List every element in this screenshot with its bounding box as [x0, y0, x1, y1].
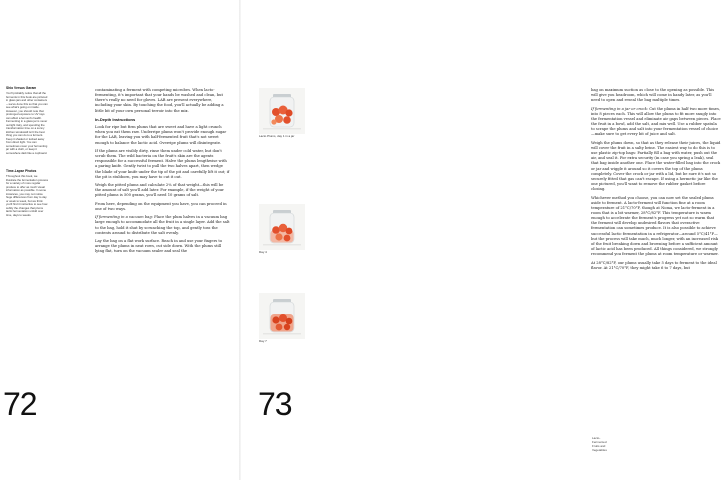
- section-heading: In-Depth Instructions: [95, 116, 136, 122]
- body-paragraph: Look for ripe but firm plums that are sweet and have a light crunch when you eat them raw. Underripe plums won't provide enough sugar for the LAB, leaving you with half-fermented fruit that's not sweet enough to balance the lactic acid. Overripe plums will disintegrate.: [95, 125, 227, 145]
- body-paragraph: From here, depending on the equipment you have, you can proceed in one of two ways.: [95, 201, 227, 211]
- sidebar-heading: Shio Versus Garam: [6, 86, 37, 90]
- body-paragraph: At 28°C/82°F, our plums usually take 5 days to ferment to the ideal flavor. At 21°C/70°F, they might take 6 to 7 days, but: [591, 260, 717, 270]
- gutter: [239, 0, 241, 480]
- body-paragraph: Lay the bag on a flat work surface. Reach in and use your fingers to arrange the plums in neat rows, cut side down. With the plums still lying flat, turn on the vacuum sealer and seal the: [95, 239, 223, 254]
- method-lead: If fermenting in a jar or crock:: [591, 106, 649, 111]
- page-number: 72: [3, 386, 37, 422]
- body-paragraph: [591, 107, 721, 138]
- sidebar-notes: [6, 86, 48, 231]
- running-footer: Lacto-Fermented Fruits and Vegetables: [592, 436, 607, 452]
- photo-caption: Lacto Plums, day 1 in a jar: [259, 134, 295, 138]
- body-paragraph: Whichever method you choose, you can now set the sealed plums aside to ferment. A lacto-ferment will function fine at a room temperature of 21°C/70°F, though at Noma, we lacto-ferment in a room that is a bit warmer, 28°C/82°F. This temperature is warm enough to accelerate the ferment's progress yet not so warm that the ferment will develop undesired flavors that overactive fermentation can sometimes produce. It is also possible to achieve successful lactic fermentation in a refrigerator—around 5°C/41°F—but the process will take much, much longer, with an increased risk of the fruit breaking down and browning before a sufficient amount of lactic acid has been produced. All things considered, we strongly recommend you ferment the plums at room temperature or warmer.: [591, 195, 719, 257]
- body-paragraph: bag on maximum suction as close to the opening as possible. This will give you headroom, which will come in handy later, as you'll need to open and reseal the bag multiple times.: [591, 88, 715, 103]
- body-paragraph: Weigh the pitted plums and calculate 2% of that weight—this will be the amount of salt you'll add later. For example, if the weight of your pitted plums is 500 grams, you'll need 10 grams of salt.: [95, 183, 224, 198]
- photo-caption: Day 7: [259, 339, 267, 343]
- method-lead: If fermenting in a vacuum bag:: [95, 215, 153, 220]
- jar-image: [259, 204, 305, 250]
- left-text-column: [95, 88, 230, 258]
- sidebar-text: You'll probably notice that all the ferments in this book are pictured in glass jars and other containers—we've done this so that you can see what's going on inside. However, you should note that prolonged exposure to UV rays can affect a ferment's health. Fermenting in a glass jar is never outright risky, and spending the transformation time on a sunny kitchen windowsill isn't the best thing you can do to a ferment. Keep it shaded or tucked away from direct light. You can sometimes cover your fermenting jar with a cloth, or keep it somewhere dark like a cupboard.: [6, 91, 48, 155]
- sidebar-heading: Time-Lapse Photos: [6, 169, 37, 173]
- plum-jar-photo-day-1: [259, 88, 305, 134]
- jar-image: [259, 293, 305, 339]
- body-paragraph: [95, 215, 230, 236]
- method-text: Cut the plums in half two more times, into 8 pieces each. This will allow the plums to fit more snugly into the fermentation vessel and eliminate air gaps between pieces. Place the fruit in a bowl, add the salt, and mix well. Use a rubber spatula to scrape the plums and salt into your fermentation vessel of choice—make sure to get every bit of juice and salt.: [591, 106, 721, 137]
- photo-caption: Day 4: [259, 250, 267, 254]
- page-number: 73: [258, 386, 292, 422]
- jar-image: [259, 88, 305, 134]
- plum-jar-photo-day-7: [259, 293, 305, 339]
- plum-jar-photo-day-4: [259, 204, 305, 250]
- left-page: [0, 0, 238, 480]
- body-paragraph: contaminating a ferment with competing microbes. When lacto-fermenting, it's important that your hands be washed and clean, but there's really no need for gloves. LAB are present everywhere, including your skin. By touching the food, you'll actually be adding a little bit of your own personal terroir into the mix.: [95, 88, 224, 113]
- sidebar-block: [6, 169, 48, 217]
- body-paragraph: Weigh the plums down, so that as they release their juices, the liquid will cover the fruit in a salty brine. The easiest way to do this is to use plastic zip-top bags: Partially fill a bag with water, push out the air, and seal it. For extra security (in case you spring a leak), seal that bag inside another one. Place the water-filled bag into the crock or jar and wiggle it around so it covers the top of the plums completely. Cover the crock or jar with a lid, but be sure it's not so securely fitted that gas can't escape. If using a hermetic jar like the one pictured, you'll want to remove the rubber gasket before closing.: [591, 140, 721, 192]
- right-text-column: [591, 88, 721, 274]
- sidebar-block: [6, 86, 48, 155]
- sidebar-text: Throughout this book, we illustrate the fermentation process for a variety of more regular produce to offer as much visual information as possible. In some instances, you may not notice huge differences from day to day or week to week, but we think you'll find it instructive to see how subtly the changes that plums lactic fermentation unfold over time, days to weeks.: [6, 174, 48, 217]
- method-text: Place the plum halves in a vacuum bag large enough to accommodate all the fruit in a single layer. Add the salt to the bag, hold it shut by scrunching the top, and gently toss the contents around to distribute the salt evenly.: [95, 215, 230, 235]
- body-paragraph: If the plums are visibly dirty, rinse them under cold water, but don't scrub them. The wild bacteria on the fruit's skin are the agents responsible for a successful ferment. Halve the plums lengthwise with a paring knife. Gently twist to pull the two halves apart, then wedge the blade of your knife under the tip of the pit and carefully lift it out; if the pit is stubborn, you may have to cut it out.: [95, 148, 230, 179]
